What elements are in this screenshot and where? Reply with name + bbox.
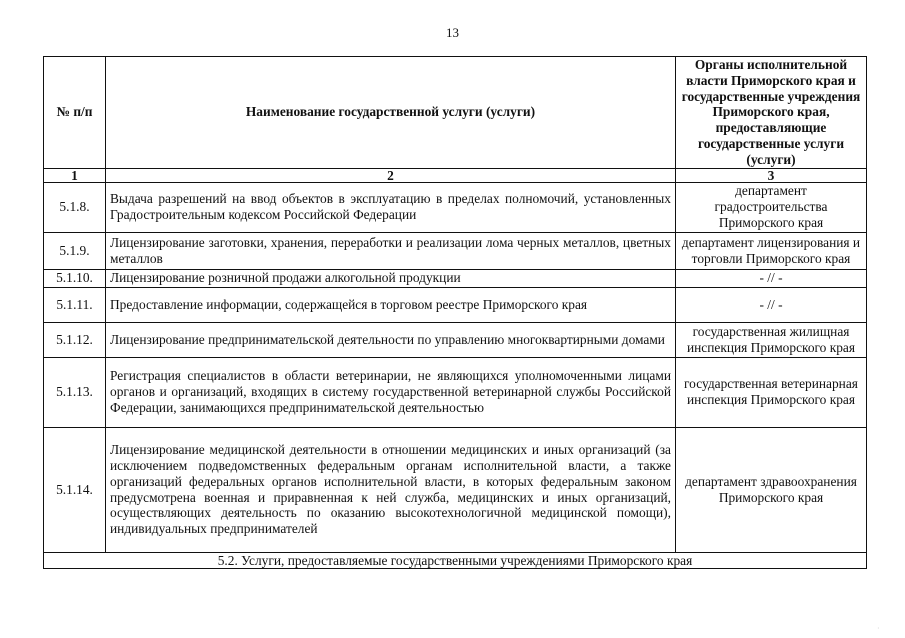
service-name: Регистрация специалистов в области ветеринарии, не являющихся уполномоченными лицами органов и организаций, входящих в систему государственной ветеринарной службы Российской Федерации, занимающихся предпринимательской деятельностью [106, 357, 676, 427]
row-number: 5.1.12. [44, 322, 106, 357]
service-name: Лицензирование предпринимательской деятельности по управлению многоквартирными домами [106, 322, 676, 357]
authority-name: департамент градостроительства Приморского края [676, 182, 867, 232]
service-name: Лицензирование розничной продажи алкогольной продукции [106, 269, 676, 287]
column-number: 2 [106, 168, 676, 182]
column-number-row [44, 168, 867, 182]
services-table [43, 56, 867, 569]
authority-name: государственная жилищная инспекция Приморского края [676, 322, 867, 357]
table-row [44, 322, 867, 357]
authority-name: - // - [676, 269, 867, 287]
authority-name: департамент здравоохранения Приморского края [676, 427, 867, 552]
row-number: 5.1.14. [44, 427, 106, 552]
row-number: 5.1.13. [44, 357, 106, 427]
service-name: Выдача разрешений на ввод объектов в эксплуатацию в пределах полномочий, установленных Градостроительным кодексом Российской Федерации [106, 182, 676, 232]
authority-name: - // - [676, 287, 867, 322]
authority-name: государственная ветеринарная инспекция Приморского края [676, 357, 867, 427]
row-number: 5.1.10. [44, 269, 106, 287]
column-number: 1 [44, 168, 106, 182]
scan-artifact: · [877, 624, 880, 633]
section-row [44, 552, 867, 568]
section-heading: 5.2. Услуги, предоставляемые государственными учреждениями Приморского края [44, 552, 867, 568]
header-authority: Органы исполнительной власти Приморского края и государственные учреждения Приморского края, предоставляющие государственные услуги (услуги) [676, 57, 867, 169]
table-row [44, 269, 867, 287]
table-row [44, 357, 867, 427]
table-row [44, 287, 867, 322]
service-name: Лицензирование медицинской деятельности в отношении медицинских и иных организаций (за исключением подведомственных федеральным органам исполнительной власти, а также организаций федеральных органов исполнительной власти, в которых федеральным законом предусмотрена военная и приравненная к ней служба, медицинских и иных организаций, осуществляющих деятельность по оказанию высокотехнологичной медицинской помощи), индивидуальных предпринимателей [106, 427, 676, 552]
service-name: Лицензирование заготовки, хранения, переработки и реализации лома черных металлов, цветных металлов [106, 232, 676, 269]
table-row [44, 182, 867, 232]
header-number: № п/п [44, 57, 106, 169]
service-name: Предоставление информации, содержащейся в торговом реестре Приморского края [106, 287, 676, 322]
row-number: 5.1.9. [44, 232, 106, 269]
table-row [44, 232, 867, 269]
header-service-name: Наименование государственной услуги (услуги) [106, 57, 676, 169]
row-number: 5.1.11. [44, 287, 106, 322]
row-number: 5.1.8. [44, 182, 106, 232]
page-number: 13 [446, 25, 459, 40]
table-header-row [44, 57, 867, 169]
authority-name: департамент лицензирования и торговли Приморского края [676, 232, 867, 269]
column-number: 3 [676, 168, 867, 182]
table-row [44, 427, 867, 552]
